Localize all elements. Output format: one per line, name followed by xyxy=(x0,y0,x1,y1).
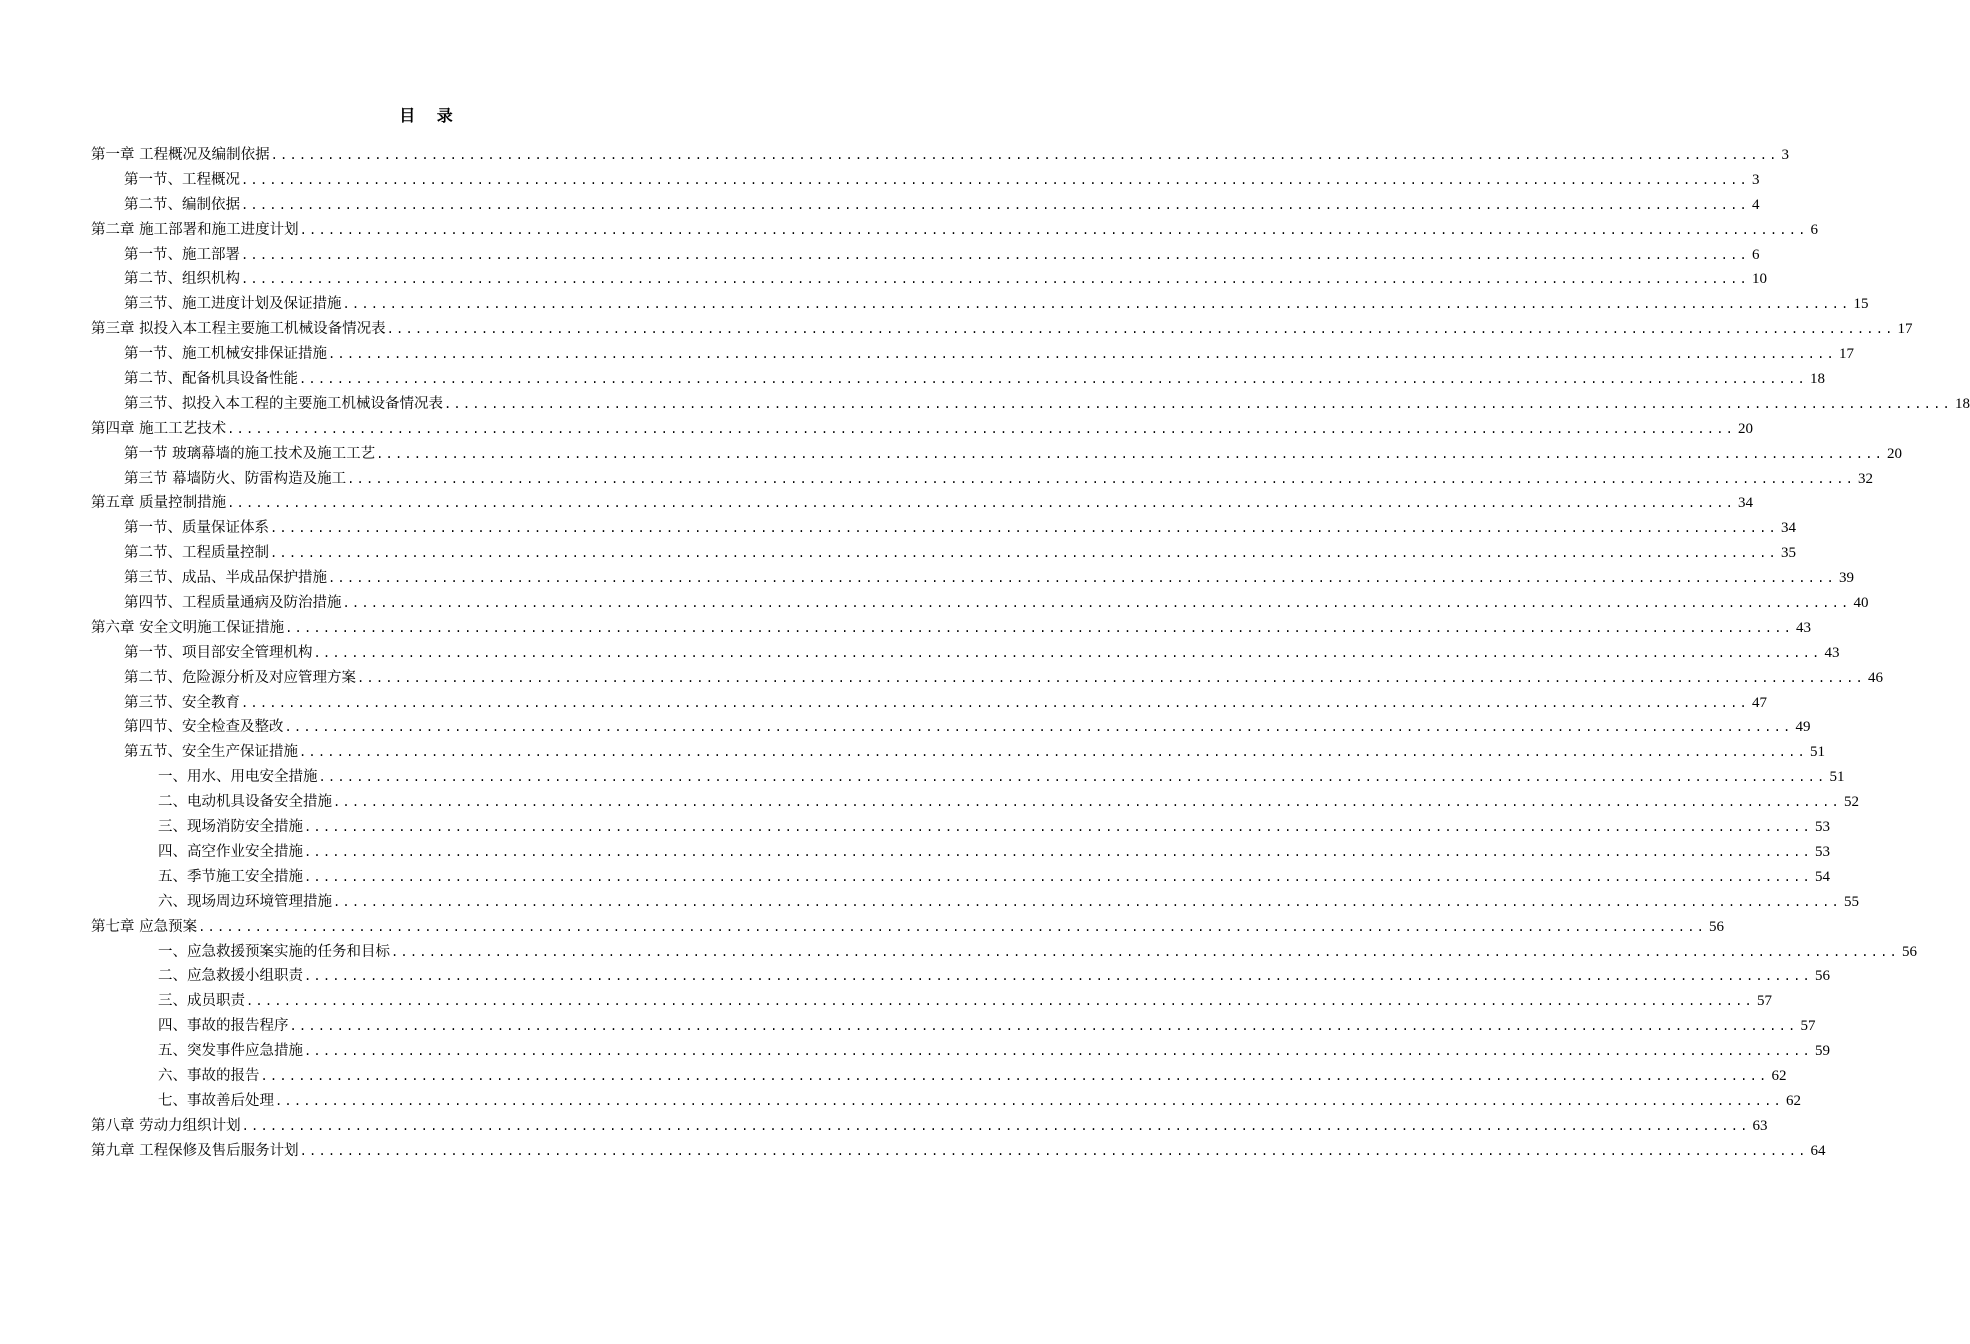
toc-entry[interactable] xyxy=(91,143,1790,168)
toc-dot-leader: ................................................................................................................................................................ xyxy=(246,994,1754,1009)
toc-dot-leader: ................................................................................................................................................................ xyxy=(241,197,1749,212)
toc-entry[interactable] xyxy=(91,392,1970,417)
toc-dot-leader: ................................................................................................................................................................ xyxy=(241,1118,1750,1133)
toc-page-number: 32 xyxy=(1858,470,1874,487)
toc-page-number: 15 xyxy=(1853,296,1869,313)
toc-dot-leader: ................................................................................................................................................................ xyxy=(227,496,1736,511)
toc-dot-leader: ................................................................................................................................................................ xyxy=(304,869,1812,884)
toc-entry-text: 五、突发事件应急措施 xyxy=(158,1043,303,1060)
toc-page-number: 3 xyxy=(1781,147,1790,163)
toc-entry[interactable] xyxy=(91,1039,1830,1064)
toc-entry[interactable] xyxy=(91,940,1917,965)
toc-entry[interactable] xyxy=(91,417,1754,442)
toc-entry[interactable] xyxy=(91,566,1854,591)
toc-entry[interactable] xyxy=(91,1139,1826,1164)
toc-entry[interactable] xyxy=(91,1014,1816,1039)
toc-entry[interactable] xyxy=(91,790,1859,815)
toc-entry-text: 第四章 施工工艺技术 xyxy=(91,420,227,437)
toc-dot-leader: ................................................................................................................................................................ xyxy=(241,247,1749,262)
toc-entry-text: 第三章 拟投入本工程主要施工机械设备情况表 xyxy=(91,321,386,338)
toc-entry-text: 第一节、项目部安全管理机构 xyxy=(124,644,313,661)
toc-entry[interactable] xyxy=(91,691,1767,716)
toc-page-number: 35 xyxy=(1780,545,1796,562)
toc-entry[interactable] xyxy=(91,840,1830,865)
toc-entry-text: 第一节、工程概况 xyxy=(124,171,240,188)
toc-dot-leader: ................................................................................................................................................................ xyxy=(304,1044,1812,1059)
toc-entry[interactable] xyxy=(91,715,1811,740)
toc-page-number: 56 xyxy=(1901,943,1917,960)
toc-entry[interactable] xyxy=(91,964,1830,989)
toc-page-number: 43 xyxy=(1796,619,1812,636)
toc-dot-leader: ................................................................................................................................................................ xyxy=(241,272,1749,287)
toc-dot-leader: ................................................................................................................................................................ xyxy=(391,944,1899,959)
toc-entry-text: 第七章 应急预案 xyxy=(91,918,198,935)
toc-page-number: 47 xyxy=(1751,694,1767,711)
toc-dot-leader: ................................................................................................................................................................ xyxy=(260,1068,1769,1083)
toc-page-number: 64 xyxy=(1810,1142,1826,1159)
toc-entry-text: 四、事故的报告程序 xyxy=(158,1018,289,1035)
toc-page-number: 55 xyxy=(1843,893,1859,910)
toc-entry-text: 第一节 玻璃幕墙的施工技术及施工工艺 xyxy=(124,445,376,462)
toc-list xyxy=(91,143,1970,1164)
toc-entry[interactable] xyxy=(91,243,1760,268)
toc-entry-text: 第二节、危险源分析及对应管理方案 xyxy=(124,669,356,686)
toc-entry[interactable] xyxy=(91,541,1796,566)
toc-page-number: 63 xyxy=(1752,1117,1768,1134)
toc-dot-leader: ................................................................................................................................................................ xyxy=(386,322,1895,337)
toc-page-number: 53 xyxy=(1814,843,1830,860)
toc-entry-text: 六、事故的报告 xyxy=(158,1067,260,1084)
toc-dot-leader: ................................................................................................................................................................ xyxy=(304,820,1812,835)
toc-entry-text: 第四节、安全检查及整改 xyxy=(124,719,284,736)
toc-entry[interactable] xyxy=(91,641,1840,666)
toc-entry-text: 二、电动机具设备安全措施 xyxy=(158,794,332,811)
toc-entry[interactable] xyxy=(91,467,1874,492)
toc-dot-leader: ................................................................................................................................................................ xyxy=(299,745,1807,760)
toc-dot-leader: ................................................................................................................................................................ xyxy=(328,571,1836,586)
toc-entry-text: 第二章 施工部署和施工进度计划 xyxy=(91,221,299,238)
toc-entry[interactable] xyxy=(91,915,1725,940)
toc-entry[interactable] xyxy=(91,442,1903,467)
toc-entry[interactable] xyxy=(91,1064,1787,1089)
toc-dot-leader: ................................................................................................................................................................ xyxy=(376,446,1885,461)
toc-page-number: 56 xyxy=(1709,918,1725,935)
toc-dot-leader: ................................................................................................................................................................ xyxy=(347,471,1856,486)
toc-entry[interactable] xyxy=(91,516,1796,541)
toc-entry-text: 一、应急救援预案实施的任务和目标 xyxy=(158,943,390,960)
toc-entry[interactable] xyxy=(91,765,1845,790)
toc-page-number: 43 xyxy=(1824,644,1840,661)
toc-page-number: 18 xyxy=(1954,395,1970,412)
toc-page-number: 51 xyxy=(1809,744,1825,761)
toc-dot-leader: ................................................................................................................................................................ xyxy=(304,969,1812,984)
toc-entry-text: 第五节、安全生产保证措施 xyxy=(124,744,298,761)
toc-page-number: 56 xyxy=(1814,968,1830,985)
toc-page-number: 4 xyxy=(1751,196,1760,213)
toc-dot-leader: ................................................................................................................................................................ xyxy=(241,695,1749,710)
toc-title: 目 录 xyxy=(399,106,461,125)
toc-entry-text: 第二节、配备机具设备性能 xyxy=(124,371,298,388)
toc-page-number: 57 xyxy=(1756,993,1772,1010)
toc-page-number: 18 xyxy=(1809,371,1825,388)
toc-entry-text: 第四节、工程质量通病及防治措施 xyxy=(124,595,342,612)
toc-entry[interactable] xyxy=(91,168,1760,193)
toc-page-number: 62 xyxy=(1785,1092,1801,1109)
toc-page-number: 17 xyxy=(1838,346,1854,363)
toc-dot-leader: ................................................................................................................................................................ xyxy=(270,148,1779,162)
toc-dot-leader: ................................................................................................................................................................ xyxy=(299,222,1808,237)
toc-entry-text: 二、应急救援小组职责 xyxy=(158,968,303,985)
toc-entry-text: 第三节、拟投入本工程的主要施工机械设备情况表 xyxy=(124,395,443,412)
toc-dot-leader: ................................................................................................................................................................ xyxy=(328,347,1836,362)
toc-dot-leader: ................................................................................................................................................................ xyxy=(444,396,1952,411)
toc-entry[interactable] xyxy=(91,317,1913,342)
toc-entry-text: 第三节、安全教育 xyxy=(124,694,240,711)
toc-entry-text: 第二节、组织机构 xyxy=(124,271,240,288)
toc-entry-text: 第二节、编制依据 xyxy=(124,196,240,213)
toc-page-number: 52 xyxy=(1843,794,1859,811)
toc-entry[interactable] xyxy=(91,267,1767,292)
toc-dot-leader: ................................................................................................................................................................ xyxy=(285,620,1794,635)
toc-dot-leader: ................................................................................................................................................................ xyxy=(304,844,1812,859)
toc-entry-text: 第三节、成品、半成品保护措施 xyxy=(124,570,327,587)
toc-entry-text: 第五章 质量控制措施 xyxy=(91,495,227,512)
toc-page-number: 10 xyxy=(1751,271,1767,288)
toc-entry-text: 七、事故善后处理 xyxy=(158,1092,274,1109)
toc-entry-text: 三、成员职责 xyxy=(158,993,245,1010)
toc-entry-text: 第二节、工程质量控制 xyxy=(124,545,269,562)
toc-page-number: 59 xyxy=(1814,1043,1830,1060)
toc-dot-leader: ................................................................................................................................................................ xyxy=(198,919,1707,934)
toc-entry-text: 第一章 工程概况及编制依据 xyxy=(91,147,270,163)
toc-dot-leader: ................................................................................................................................................................ xyxy=(313,645,1822,660)
toc-entry[interactable] xyxy=(91,616,1812,641)
toc-page-number: 53 xyxy=(1814,819,1830,836)
toc-entry[interactable] xyxy=(91,1089,1801,1114)
toc-page-number: 40 xyxy=(1853,595,1869,612)
toc-entry-text: 第九章 工程保修及售后服务计划 xyxy=(91,1142,299,1159)
toc-entry[interactable] xyxy=(91,292,1869,317)
toc-dot-leader: ................................................................................................................................................................ xyxy=(227,421,1736,436)
toc-dot-leader: ................................................................................................................................................................ xyxy=(284,720,1793,735)
toc-entry[interactable] xyxy=(91,989,1772,1014)
toc-dot-leader: ................................................................................................................................................................ xyxy=(318,770,1827,785)
toc-page-number: 54 xyxy=(1814,868,1830,885)
toc-page-number: 39 xyxy=(1838,570,1854,587)
toc-entry-text: 第一节、施工机械安排保证措施 xyxy=(124,346,327,363)
toc-dot-leader: ................................................................................................................................................................ xyxy=(289,1019,1798,1034)
toc-dot-leader: ................................................................................................................................................................ xyxy=(342,596,1851,611)
toc-entry[interactable] xyxy=(91,666,1883,691)
toc-entry-text: 第一节、质量保证体系 xyxy=(124,520,269,537)
toc-page-number: 6 xyxy=(1751,246,1760,263)
toc-page-number: 51 xyxy=(1829,769,1845,786)
toc-entry[interactable] xyxy=(91,740,1825,765)
toc-entry-text: 五、季节施工安全措施 xyxy=(158,868,303,885)
toc-entry[interactable] xyxy=(91,815,1830,840)
toc-entry-text: 六、现场周边环境管理措施 xyxy=(158,893,332,910)
toc-entry[interactable] xyxy=(91,218,1819,243)
toc-entry-text: 第六章 安全文明施工保证措施 xyxy=(91,619,285,636)
toc-entry-text: 第三节 幕墙防火、防雷构造及施工 xyxy=(124,470,347,487)
toc-dot-leader: ................................................................................................................................................................ xyxy=(270,521,1778,536)
toc-page-number: 46 xyxy=(1867,669,1883,686)
toc-dot-leader: ................................................................................................................................................................ xyxy=(357,670,1865,685)
toc-entry[interactable] xyxy=(91,193,1760,218)
toc-page-number: 20 xyxy=(1738,420,1754,437)
toc-dot-leader: ................................................................................................................................................................ xyxy=(342,297,1851,312)
toc-page-number: 3 xyxy=(1751,171,1760,188)
toc-entry-text: 第八章 劳动力组织计划 xyxy=(91,1117,241,1134)
toc-dot-leader: ................................................................................................................................................................ xyxy=(333,795,1841,810)
toc-entry[interactable] xyxy=(91,1114,1768,1139)
toc-entry[interactable] xyxy=(91,890,1859,915)
toc-dot-leader: ................................................................................................................................................................ xyxy=(241,172,1749,187)
toc-page-number: 17 xyxy=(1897,321,1913,338)
toc-page-number: 57 xyxy=(1800,1018,1816,1035)
toc-page-number: 20 xyxy=(1887,445,1903,462)
toc-entry-text: 第一节、施工部署 xyxy=(124,246,240,263)
toc-entry[interactable] xyxy=(91,865,1830,890)
toc-dot-leader: ................................................................................................................................................................ xyxy=(299,372,1807,387)
toc-page-number: 6 xyxy=(1810,221,1819,238)
toc-page-number: 62 xyxy=(1771,1067,1787,1084)
toc-page-number: 34 xyxy=(1780,520,1796,537)
toc-page-number: 34 xyxy=(1738,495,1754,512)
toc-dot-leader: ................................................................................................................................................................ xyxy=(299,1143,1808,1158)
toc-entry-text: 四、高空作业安全措施 xyxy=(158,843,303,860)
toc-dot-leader: ................................................................................................................................................................ xyxy=(333,894,1841,909)
toc-entry[interactable] xyxy=(91,342,1854,367)
toc-dot-leader: ................................................................................................................................................................ xyxy=(270,546,1778,561)
toc-page-number: 49 xyxy=(1795,719,1811,736)
toc-entry-text: 一、用水、用电安全措施 xyxy=(158,769,318,786)
toc-entry-text: 三、现场消防安全措施 xyxy=(158,819,303,836)
toc-entry-text: 第三节、施工进度计划及保证措施 xyxy=(124,296,342,313)
toc-entry[interactable] xyxy=(91,491,1754,516)
toc-dot-leader: ................................................................................................................................................................ xyxy=(275,1093,1783,1108)
toc-entry[interactable] xyxy=(91,367,1825,392)
toc-entry[interactable] xyxy=(91,591,1869,616)
